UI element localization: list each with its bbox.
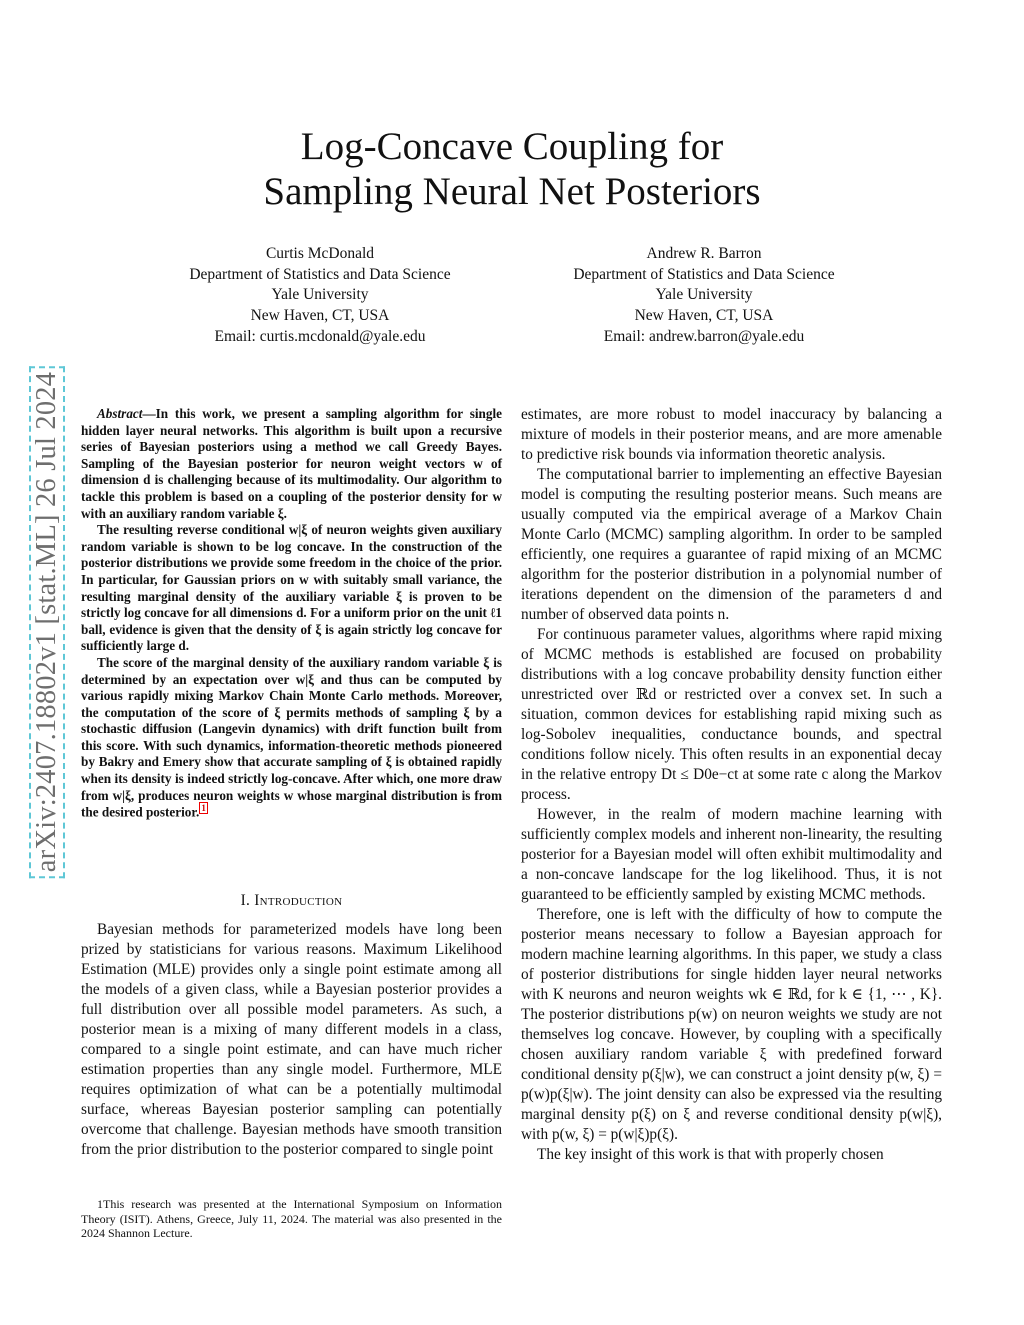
footnote: [81, 1197, 502, 1241]
author-email: Email: curtis.mcdonald@yale.edu: [214, 327, 426, 345]
author-block-1: [150, 244, 490, 348]
right-column: [521, 405, 942, 1165]
arxiv-identifier: arXiv:2407.18802v1 [stat.ML] 26 Jul 2024: [29, 366, 65, 878]
right-paragraph-0: estimates, are more robust to model inaccuracy by balancing a mixture of models in their posterior means, and are more amenable to predictive risk bounds via information theoretic analysis.: [521, 406, 942, 463]
abstract: [81, 406, 502, 821]
author-city: New Haven, CT, USA: [250, 307, 390, 325]
intro-left-column: [81, 920, 502, 1160]
arxiv-sidebar: [30, 322, 64, 922]
section-heading: [81, 892, 502, 910]
author-email: Email: andrew.barron@yale.edu: [603, 327, 805, 345]
right-paragraph-1: The computational barrier to implementing an effective Bayesian model is computing the resulting posterior means. Such means are usually computed via the empirical average of a Markov Chain Monte Carlo (MCMC) sampling algorithm. In order to be sampled efficiently, one requires a guarantee of rapid mixing of an MCMC algorithm for the posterior distribution in a polynomial number of iterations dependent on the dimension of the parameters d and number of observed data points n.: [521, 466, 942, 623]
title-line-2: Sampling Neural Net Posteriors: [263, 170, 761, 213]
right-paragraph-4: Therefore, one is left with the difficulty of how to compute the posterior means necessary to follow a Bayesian approach for modern machine learning algorithms. In this paper, we study a class of posterior distributions for single hidden layer neural networks with K neurons and neuron weights wk ∈ ℝd, for k ∈ {1, ⋯ , K}. The posterior distributions p(w) on neuron weights we study are not themselves log concave. However, by coupling with a specifically chosen auxiliary random variable ξ with predefined forward conditional density p(ξ|w), we can construct a joint density p(w, ξ) = p(w)p(ξ|w). The joint density can also be expressed via the resulting marginal density p(ξ) on ξ and reverse conditional density p(w|ξ), with p(w, ξ) = p(w|ξ)p(ξ).: [521, 906, 942, 1143]
right-paragraph-5: The key insight of this work is that with properly chosen: [537, 1146, 884, 1163]
right-paragraph-2: For continuous parameter values, algorithms where rapid mixing of MCMC methods is established are focused on probability distributions with a log concave probability density function either unrestricted over ℝd or restricted over a convex set. In such a situation, common devices for establishing rapid mixing such as log-Sobolev inequalities, conductance bounds, and spectral conditions follow nicely. This often results in an exponential decay in the relative entropy Dt ≤ D0e−ct at some rate c along the Markov process.: [521, 626, 942, 803]
abstract-paragraph-1: —In this work, we present a sampling algorithm for single hidden layer neural networks. This algorithm is built upon a recursive series of Bayesian posteriors using a method we call Greedy Bayes. Sampling of the Bayesian posterior for neuron weight vectors w of dimension d is challenging because of its multimodality. Our algorithm to tackle this problem is based on a coupling of the posterior density for w with an auxiliary random variable ξ.: [81, 406, 502, 521]
footnote-link[interactable]: 1: [201, 803, 206, 814]
author-university: Yale University: [271, 286, 369, 304]
author-name: Andrew R. Barron: [646, 245, 762, 262]
intro-paragraph-1: Bayesian methods for parameterized models have long been prized by statisticians for various reasons. Maximum Likelihood Estimation (MLE) provides only a single point estimate among all the models of a given class, while a Bayesian posterior provides a full distribution over all possible model parameters. As such, a posterior mean is a mixing of many different models in a class, compared to a single point estimate, and can have much richer estimation properties than any single model. Furthermore, MLE requires optimization of what can be a potentially multimodal surface, whereas Bayesian posterior sampling can potentially overcome that challenge. Bayesian methods have smooth transition from the prior distribution to the posterior compared to single point: [81, 921, 502, 1158]
footnote-text: 1This research was presented at the International Symposium on Information Theory (ISIT). Athens, Greece, July 11, 2024. The material was also presented in the 2024 Shannon Lecture.: [81, 1197, 502, 1240]
right-paragraph-3: However, in the realm of modern machine learning with sufficiently complex models and inherent non-linearity, the resulting posterior for a Bayesian model will often exhibit multimodality and a non-concave landscape for the log likelihood. Thus, it is not guaranteed to be efficiently sampled by existing MCMC methods.: [521, 806, 942, 903]
abstract-paragraph-2: The resulting reverse conditional w|ξ of neuron weights given auxiliary random variable is shown to be log concave. In the construction of the posterior distributions we provide some freedom in the choice of the prior. In particular, for Gaussian priors on w with suitably small variance, the resulting marginal density of the auxiliary variable ξ is proven to be strictly log concave for all dimensions d. For a uniform prior on the unit ℓ1 ball, evidence is given that the density of ξ is again strictly log concave for sufficiently large d.: [81, 522, 502, 654]
author-department: Department of Statistics and Data Science: [189, 265, 451, 283]
author-city: New Haven, CT, USA: [634, 307, 774, 325]
abstract-label: Abstract: [97, 406, 143, 421]
author-department: Department of Statistics and Data Science: [573, 265, 835, 283]
author-name: Curtis McDonald: [265, 245, 375, 262]
abstract-paragraph-3: The score of the marginal density of the auxiliary random variable ξ is determined by an expectation over w|ξ and thus can be computed by various rapidly mixing Markov Chain Monte Carlo methods. Moreover, the computation of the score of ξ permits methods of sampling ξ by a stochastic diffusion (Langevin dynamics) with drift function built from this score. With such dynamics, information-theoretic methods pioneered by Bakry and Emery show that accurate sampling of ξ is obtained rapidly when its density is indeed strictly log-concave. After which, one more draw from w|ξ, produces neuron weights w whose marginal distribution is from the desired posterior.: [81, 654, 502, 820]
paper-title: [0, 124, 1024, 214]
author-block-2: [534, 244, 874, 348]
section-number: I.: [240, 892, 255, 909]
section-title: Introduction: [254, 892, 343, 909]
author-university: Yale University: [655, 286, 753, 304]
title-line-1: Log-Concave Coupling for: [300, 125, 724, 168]
